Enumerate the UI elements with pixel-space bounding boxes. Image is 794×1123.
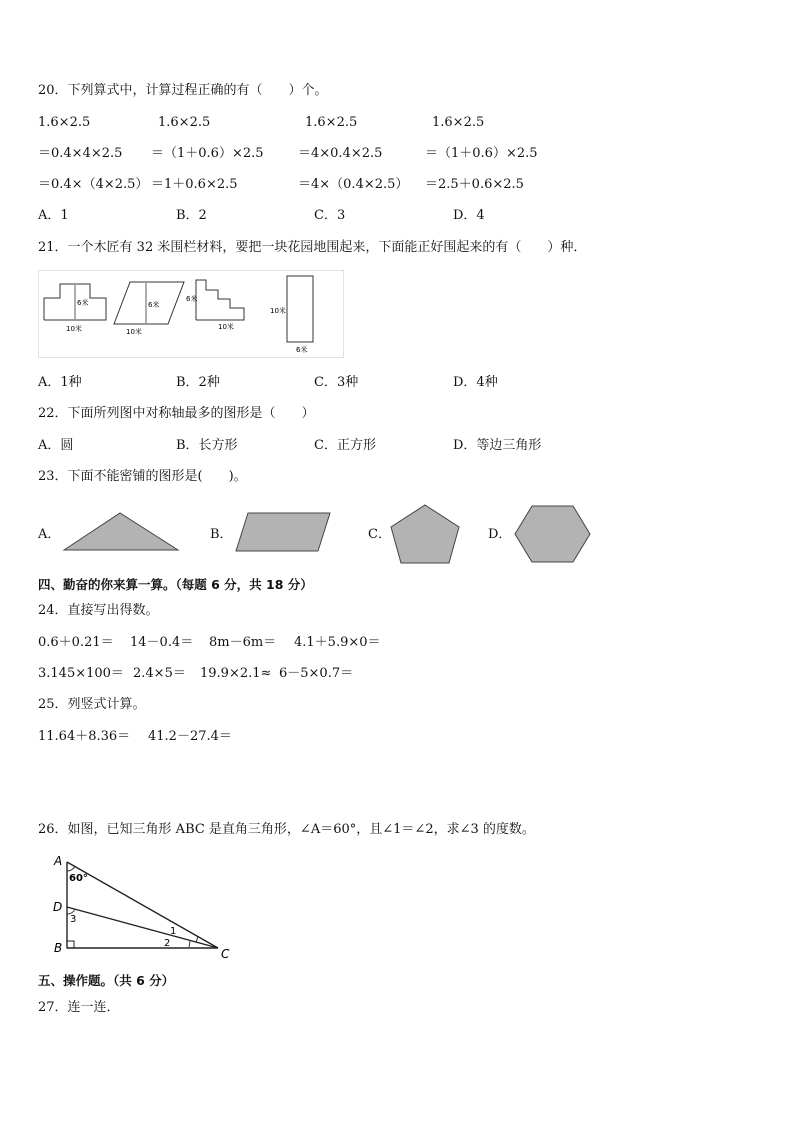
q22-option-d: D．等边三角形 [453,438,542,453]
q24-r1-c1: 0.6＋0.21＝ [38,635,114,650]
fig-label-6m-4: 6米 [296,346,308,354]
q20-r1-c3: 1.6×2.5 [305,115,358,130]
fig-label-10m-1: 10米 [66,325,82,333]
q26-stem: 26．如图，已知三角形 ABC 是直角三角形，∠A＝60°，且∠1＝∠2，求∠3 的度数。 [38,822,535,837]
q20-stem: 20．下列算式中，计算过程正确的有（ ）个。 [38,83,328,98]
side-ac [67,862,218,948]
label-angle-1: 1 [170,926,177,937]
section-4-title: 四、勤奋的你来算一算。（每题 6 分，共 18 分） [38,577,313,592]
q20-r3-c3: ＝4×（0.4×2.5） [298,177,409,192]
q22-option-b: B．长方形 [176,438,238,453]
q20-r2-c4: ＝（1＋0.6）×2.5 [425,146,538,161]
fig-label-6m-1: 6米 [77,299,89,307]
fig-label-10m-2: 10米 [126,328,142,336]
q20-option-c: C．3 [314,208,346,223]
q24-r1-c2: 14－0.4＝ [130,635,194,650]
right-angle-mark [67,941,74,948]
segment-dc [67,907,218,948]
label-b: B [54,941,63,955]
q21-option-a: A．1种 [38,375,82,390]
q21-stem: 21．一个木匠有 32 米围栏材料，要把一块花园地围起来，下面能正好围起来的有（ ）种． [38,240,587,255]
angle-a-arc [67,866,75,871]
q23-stem: 23．下面不能密铺的图形是( )。 [38,469,247,484]
q25-item-2: 41.2－27.4＝ [148,729,232,744]
q24-stem: 24．直接写出得数。 [38,603,159,618]
q22-option-c: C．正方形 [314,438,376,453]
q24-r2-c2: 2.4×5＝ [133,666,186,681]
label-angle-3: 3 [70,914,77,925]
q20-r3-c1: ＝0.4×（4×2.5） [38,177,149,192]
q20-r1-c1: 1.6×2.5 [38,115,91,130]
triangle-shape [64,513,178,550]
q20-option-a: A．1 [38,208,69,223]
q22-option-a: A．圆 [38,438,74,453]
angle-2-arc [189,940,190,947]
label-d: D [53,900,63,914]
fig-label-10m-4: 10米 [270,307,286,315]
hexagon-shape [515,506,590,562]
fig-label-6m-3: 6米 [186,295,198,303]
label-angle-2: 2 [164,938,171,949]
q20-r2-c2: ＝（1＋0.6）×2.5 [151,146,264,161]
q21-option-b: B．2种 [176,375,220,390]
section-5-title: 五、操作题。（共 6 分） [38,973,175,988]
q23-option-a: A． [38,527,61,542]
label-angle-a: 60° [69,873,88,884]
q26-figure [50,850,240,965]
q20-r1-c4: 1.6×2.5 [432,115,485,130]
q23-option-c: C． [368,527,391,542]
pentagon-shape [391,505,459,563]
fig-label-6m-2: 6米 [148,301,160,309]
q22-stem: 22．下面所列图中对称轴最多的图形是（ ） [38,406,315,421]
q27-stem: 27．连一连． [38,1000,120,1015]
q23-option-b: B． [210,527,233,542]
fig-label-10m-3: 10米 [218,323,234,331]
q24-r2-c1: 3.145×100＝ [38,666,124,681]
q21-option-c: C．3种 [314,375,359,390]
q20-r2-c3: ＝4×0.4×2.5 [298,146,383,161]
q24-r2-c4: 6－5×0.7＝ [279,666,354,681]
parallelogram-tile-shape [236,513,330,551]
q23-option-d: D． [488,527,512,542]
q20-r1-c2: 1.6×2.5 [158,115,211,130]
q20-r3-c2: ＝1＋0.6×2.5 [151,177,238,192]
label-c: C [221,947,230,961]
q20-r2-c1: ＝0.4×4×2.5 [38,146,123,161]
label-a: A [54,854,63,868]
q20-option-b: B．2 [176,208,207,223]
q20-option-d: D．4 [453,208,485,223]
q24-r1-c4: 4.1＋5.9×0＝ [294,635,381,650]
q25-item-1: 11.64＋8.36＝ [38,729,131,744]
q20-r3-c4: ＝2.5＋0.6×2.5 [425,177,524,192]
q24-r2-c3: 19.9×2.1≈ [200,666,272,681]
q21-option-d: D．4种 [453,375,498,390]
angle-1-arc [196,936,198,942]
q24-r1-c3: 8m－6m＝ [209,635,277,650]
q25-stem: 25．列竖式计算。 [38,697,146,712]
